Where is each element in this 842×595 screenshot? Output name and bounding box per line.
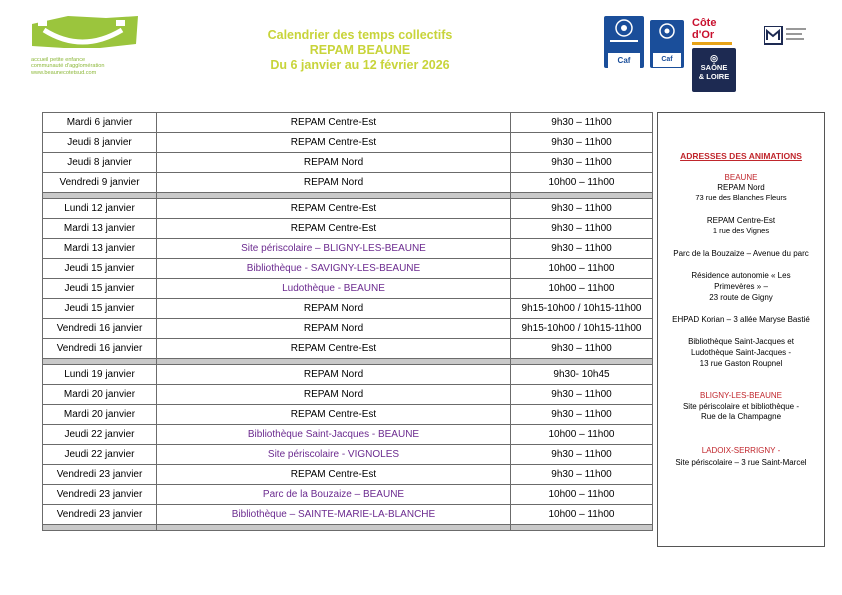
row-time: 9h30 – 11h00	[511, 153, 653, 173]
saone-emblem-icon: ◎	[710, 53, 718, 63]
row-place: REPAM Centre-Est	[157, 339, 511, 359]
cote-dor-line-1: Côte	[692, 17, 717, 29]
table-row	[43, 259, 653, 279]
logo-line-2: communauté d'agglomération	[31, 63, 105, 70]
row-time: 9h30 – 11h00	[511, 339, 653, 359]
beaune-title: BEAUNE	[724, 173, 758, 182]
logo-caption	[31, 57, 105, 76]
row-place: REPAM Centre-Est	[157, 219, 511, 239]
row-place: Parc de la Bouzaize – BEAUNE	[157, 485, 511, 505]
logo-line-3: www.beaunecotetsud.com	[31, 69, 97, 76]
table-row	[43, 219, 653, 239]
bligny-line-1: Site périscolaire et bibliothèque -	[682, 402, 800, 411]
residence-line-3: 23 route de Gigny	[709, 293, 773, 302]
row-date: Jeudi 15 janvier	[43, 259, 157, 279]
table-row	[43, 199, 653, 219]
logo-line-1: accueil petite enfance	[31, 57, 86, 63]
row-time: 10h00 – 11h00	[511, 173, 653, 193]
row-place: REPAM Centre-Est	[157, 199, 511, 219]
row-date: Vendredi 16 janvier	[43, 319, 157, 339]
row-place: Site périscolaire - VIGNOLES	[157, 445, 511, 465]
row-date: Lundi 19 janvier	[43, 365, 157, 385]
row-place: REPAM Nord	[157, 365, 511, 385]
row-date: Jeudi 15 janvier	[43, 299, 157, 319]
table-row	[43, 365, 653, 385]
title-line-2: REPAM BEAUNE	[309, 43, 411, 57]
row-time: 10h00 – 11h00	[511, 259, 653, 279]
biblio-line-1: Bibliothèque Saint-Jacques et	[688, 337, 794, 346]
caf-label-2: Caf	[653, 53, 681, 67]
row-time: 9h30 – 11h00	[511, 445, 653, 465]
row-time: 9h30 – 11h00	[511, 133, 653, 153]
table-row	[43, 445, 653, 465]
table-row	[43, 485, 653, 505]
row-time: 9h30 – 11h00	[511, 219, 653, 239]
row-time: 10h00 – 11h00	[511, 505, 653, 525]
table-row	[43, 385, 653, 405]
table-row	[43, 405, 653, 425]
row-time: 9h30 – 11h00	[511, 385, 653, 405]
saone-line-2: & LOIRE	[698, 72, 730, 81]
row-place: REPAM Nord	[157, 153, 511, 173]
row-place: REPAM Centre-Est	[157, 113, 511, 133]
caf-logo-1	[604, 16, 644, 68]
table-row	[43, 465, 653, 485]
row-place: Ludothèque - BEAUNE	[157, 279, 511, 299]
row-date: Mardi 20 janvier	[43, 405, 157, 425]
row-time: 9h15-10h00 / 10h15-11h00	[511, 319, 653, 339]
row-time: 10h00 – 11h00	[511, 485, 653, 505]
row-time: 9h15-10h00 / 10h15-11h00	[511, 299, 653, 319]
parc-bouzaize-address: Parc de la Bouzaize – Avenue du parc	[673, 249, 809, 258]
week-separator	[43, 525, 653, 531]
caf-emblem-icon-2	[650, 20, 684, 46]
separator-cell	[43, 525, 157, 531]
biblio-line-2: Ludothèque Saint-Jacques -	[690, 348, 792, 357]
separator-cell	[511, 525, 653, 531]
table-row	[43, 505, 653, 525]
caf-logo-2	[650, 20, 684, 68]
row-time: 9h30 – 11h00	[511, 239, 653, 259]
saone-line-1: SAÔNE	[700, 63, 728, 72]
row-place: REPAM Centre-Est	[157, 465, 511, 485]
row-place: Bibliothèque Saint-Jacques - BEAUNE	[157, 425, 511, 445]
bligny-title: BLIGNY-LES-BEAUNE	[700, 391, 782, 400]
row-date: Jeudi 15 janvier	[43, 279, 157, 299]
table-row	[43, 153, 653, 173]
row-place: REPAM Nord	[157, 299, 511, 319]
caf-label-1: Caf	[608, 53, 640, 69]
title-line-1: Calendrier des temps collectifs	[267, 28, 453, 42]
row-time: 9h30 – 11h00	[511, 465, 653, 485]
saone-et-loire-logo	[692, 48, 736, 92]
row-date: Mardi 20 janvier	[43, 385, 157, 405]
row-time: 10h00 – 11h00	[511, 279, 653, 299]
cote-dor-line-2: d'Or	[692, 29, 715, 41]
bligny-line-2: Rue de la Champagne	[700, 412, 782, 421]
biblio-line-3: 13 rue Gaston Roupnel	[699, 359, 783, 368]
row-date: Mardi 6 janvier	[43, 113, 157, 133]
table-row	[43, 279, 653, 299]
residence-line-2: Primevères » –	[714, 282, 768, 291]
row-time: 9h30 – 11h00	[511, 199, 653, 219]
row-date: Lundi 12 janvier	[43, 199, 157, 219]
row-time: 9h30 – 11h00	[511, 405, 653, 425]
schedule-table	[42, 112, 653, 531]
row-place: REPAM Centre-Est	[157, 133, 511, 153]
row-place: Bibliothèque - SAVIGNY-LES-BEAUNE	[157, 259, 511, 279]
row-date: Jeudi 8 janvier	[43, 133, 157, 153]
row-date: Vendredi 23 janvier	[43, 465, 157, 485]
repam-nord-address: 73 rue des Blanches Fleurs	[695, 193, 787, 202]
row-date: Vendredi 16 janvier	[43, 339, 157, 359]
caf-emblem-icon	[604, 16, 644, 46]
table-row	[43, 173, 653, 193]
small-partner-logo	[764, 26, 810, 48]
repam-nord-name: REPAM Nord	[717, 183, 765, 192]
row-time: 9h30- 10h45	[511, 365, 653, 385]
row-place: REPAM Nord	[157, 173, 511, 193]
title-line-3: Du 6 janvier au 12 février 2026	[270, 58, 450, 72]
table-row	[43, 319, 653, 339]
row-time: 9h30 – 11h00	[511, 113, 653, 133]
table-row	[43, 425, 653, 445]
cote-dor-logo	[692, 17, 736, 47]
row-place: Bibliothèque – SAINTE-MARIE-LA-BLANCHE	[157, 505, 511, 525]
residence-line-1: Résidence autonomie « Les	[691, 271, 791, 280]
row-place: REPAM Centre-Est	[157, 405, 511, 425]
document-title	[230, 28, 490, 73]
table-row	[43, 239, 653, 259]
separator-cell	[157, 525, 511, 531]
row-time: 10h00 – 11h00	[511, 425, 653, 445]
row-date: Vendredi 9 janvier	[43, 173, 157, 193]
repam-centre-est-name: REPAM Centre-Est	[706, 216, 776, 225]
addresses-heading: ADRESSES DES ANIMATIONS	[680, 151, 802, 161]
ladoix-line-1: Site périscolaire – 3 rue Saint-Marcel	[675, 458, 807, 467]
ladoix-title: LADOIX-SERRIGNY -	[701, 446, 781, 455]
table-row	[43, 113, 653, 133]
row-date: Vendredi 23 janvier	[43, 505, 157, 525]
row-date: Mardi 13 janvier	[43, 239, 157, 259]
row-date: Jeudi 22 janvier	[43, 445, 157, 465]
row-date: Vendredi 23 janvier	[43, 485, 157, 505]
table-row	[43, 133, 653, 153]
row-place: Site périscolaire – BLIGNY-LES-BEAUNE	[157, 239, 511, 259]
addresses-panel	[657, 112, 825, 547]
ehpad-address: EHPAD Korian – 3 allée Maryse Bastié	[672, 315, 810, 324]
row-date: Mardi 13 janvier	[43, 219, 157, 239]
table-row	[43, 299, 653, 319]
row-date: Jeudi 8 janvier	[43, 153, 157, 173]
row-place: REPAM Nord	[157, 385, 511, 405]
table-row	[43, 339, 653, 359]
repam-centre-est-address: 1 rue des Vignes	[712, 226, 770, 235]
row-place: REPAM Nord	[157, 319, 511, 339]
row-date: Jeudi 22 janvier	[43, 425, 157, 445]
